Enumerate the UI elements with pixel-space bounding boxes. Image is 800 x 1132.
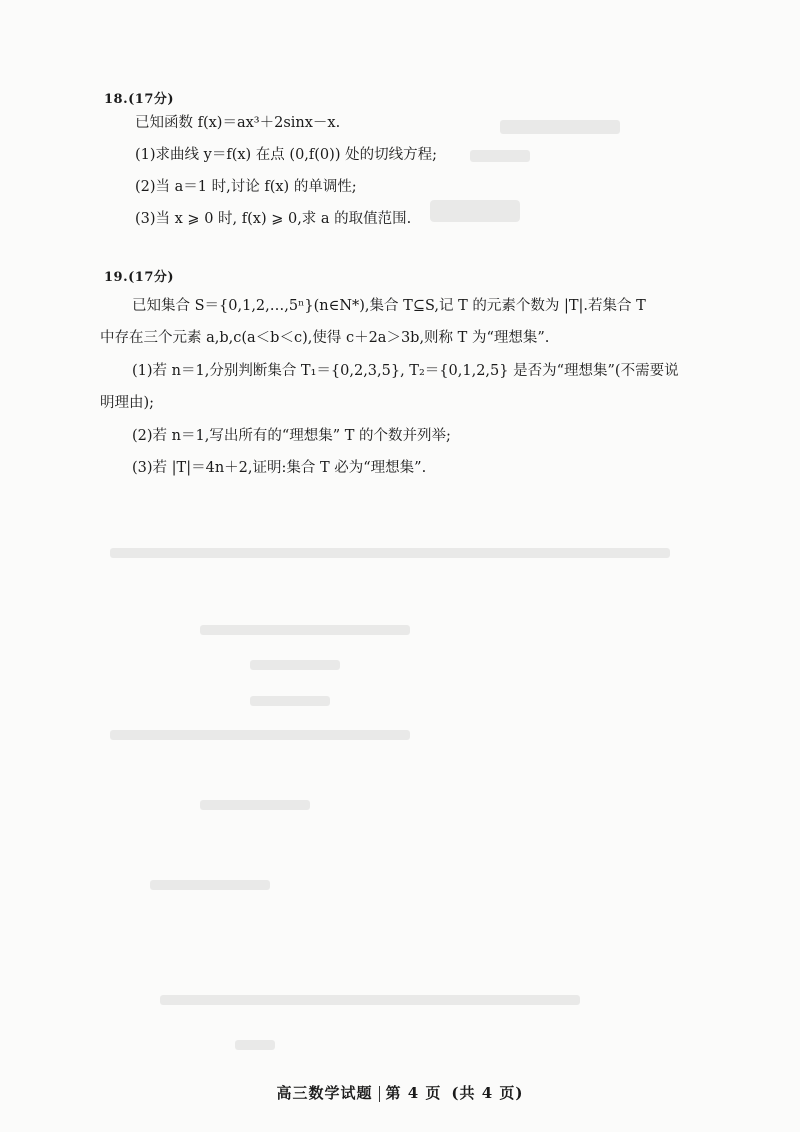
footer-total-pages: (共 4 页) (451, 1084, 524, 1102)
problem-19-part-2: (2)若 n＝1,写出所有的“理想集” T 的个数并列举; (132, 428, 451, 444)
footer-page-number: 第 4 页 (385, 1084, 442, 1102)
problem-19-stem-line-1: 已知集合 S＝{0,1,2,…,5ⁿ}(n∈N*),集合 T⊆S,记 T 的元素个数为 |T|.若集合 T (132, 298, 646, 314)
problem-18-stem: 已知函数 f(x)＝ax³＋2sinx－x. (135, 115, 341, 131)
problem-19-part-1-line-1: (1)若 n＝1,分别判断集合 T₁＝{0,2,3,5}, T₂＝{0,1,2,5} 是否为“理想集”(不需要说 (132, 363, 679, 379)
problem-18-part-3: (3)当 x ⩾ 0 时, f(x) ⩾ 0,求 a 的取值范围. (135, 211, 412, 227)
problem-19-part-3: (3)若 |T|＝4n＋2,证明:集合 T 必为“理想集”. (132, 460, 427, 476)
problem-19-header: 19.(17分) (104, 270, 175, 285)
footer-separator (379, 1086, 380, 1102)
problem-19-part-1-line-2: 明理由); (100, 395, 155, 411)
problem-19-stem-line-2: 中存在三个元素 a,b,c(a＜b＜c),使得 c＋2a＞3b,则称 T 为“理想集”. (100, 330, 550, 346)
problem-18-part-2: (2)当 a＝1 时,讨论 f(x) 的单调性; (135, 179, 357, 195)
footer-subject: 高三数学试题 (276, 1084, 373, 1102)
problem-18-part-1: (1)求曲线 y＝f(x) 在点 (0,f(0)) 处的切线方程; (135, 147, 437, 163)
problem-18-header: 18.(17分) (104, 92, 175, 107)
page-footer (0, 1082, 800, 1103)
